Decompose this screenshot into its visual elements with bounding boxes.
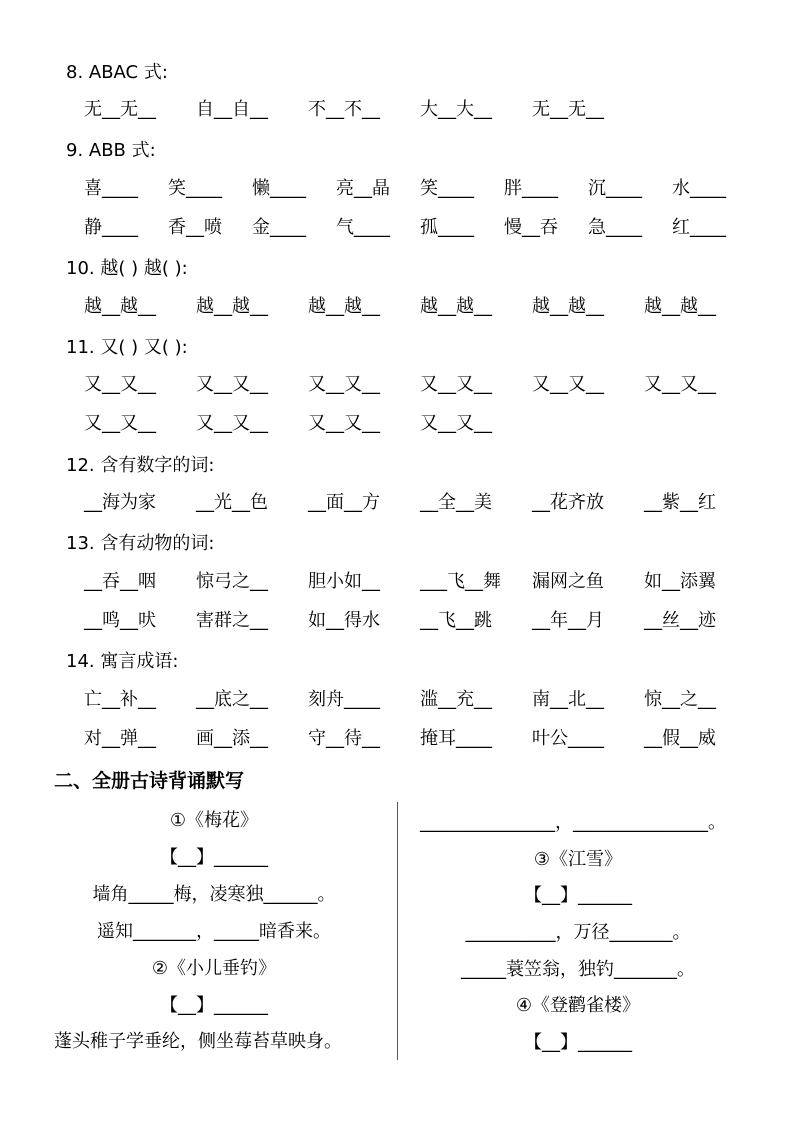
fill-in-item: 惊__之__ <box>644 689 716 710</box>
fill-in-item: 如__添翼 <box>644 571 716 592</box>
poem-author-blank: 【__】______ <box>160 995 268 1016</box>
fill-in-item: 红____ <box>672 217 726 238</box>
fill-in-item: 沉____ <box>588 178 642 199</box>
fill-in-item: __假__威 <box>644 728 716 749</box>
word-row <box>0 685 794 715</box>
fill-in-item: __丝__迹 <box>644 610 716 631</box>
fill-in-item: 又__又__ <box>644 374 716 395</box>
fill-in-item: 金____ <box>252 217 306 238</box>
fill-in-item: 越__越__ <box>420 296 492 317</box>
poem-line: 墙角_____梅，凌寒独______。 <box>92 884 336 905</box>
fill-in-item: 慢__吞 <box>504 217 558 238</box>
fill-in-item: 无__无__ <box>84 99 156 120</box>
fill-in-item: 香__喷 <box>168 217 222 238</box>
fill-in-item: 胆小如__ <box>308 571 380 592</box>
poem-title: ①《梅花》 <box>169 810 259 831</box>
fill-in-item: 又__又__ <box>308 374 380 395</box>
fill-in-item: 滥__充__ <box>420 689 492 710</box>
fill-in-item: 急____ <box>588 217 642 238</box>
poem-line: __________，万径_______。 <box>465 922 691 943</box>
fill-in-item: 喜____ <box>84 178 138 199</box>
fill-in-item: 南__北__ <box>532 689 604 710</box>
word-row <box>0 213 794 243</box>
fill-in-item: 越__越__ <box>308 296 380 317</box>
fill-in-item: 水____ <box>672 178 726 199</box>
fill-in-item: 静____ <box>84 217 138 238</box>
heading-animals: 13. 含有动物的词: <box>66 533 215 554</box>
fill-in-item: 惊弓之__ <box>196 571 268 592</box>
fill-in-item: 孤____ <box>420 217 474 238</box>
poem-title: ②《小儿垂钓》 <box>151 958 277 979</box>
fill-in-item: 如__得水 <box>308 610 380 631</box>
fill-in-item: 不__不__ <box>308 99 380 120</box>
fill-in-item: 越__越__ <box>644 296 716 317</box>
poem-author-blank: 【__】______ <box>524 1032 632 1053</box>
word-row <box>0 606 794 636</box>
fill-in-item: __吞__咽 <box>84 571 156 592</box>
heading-numbers: 12. 含有数字的词: <box>66 455 215 476</box>
poem-line: 蓬头稚子学垂纶，侧坐莓苔草映身。 <box>54 1031 342 1052</box>
fill-in-item: 又__又__ <box>196 413 268 434</box>
heading-abac: 8. ABAC 式: <box>66 62 168 83</box>
fill-in-item: __海为家 <box>84 492 156 513</box>
heading-fables: 14. 寓言成语: <box>66 651 179 672</box>
poem-author-blank: 【__】______ <box>160 847 268 868</box>
fill-in-item: __年__月 <box>532 610 604 631</box>
section-title: 二、全册古诗背诵默写 <box>54 770 245 792</box>
word-row <box>0 567 794 597</box>
fill-in-item: __花齐放 <box>532 492 604 513</box>
fill-in-item: 又__又__ <box>308 413 380 434</box>
fill-in-item: 对__弹__ <box>84 728 156 749</box>
fill-in-item: 亡__补__ <box>84 689 156 710</box>
fill-in-item: __飞__跳 <box>420 610 492 631</box>
heading-abb: 9. ABB 式: <box>66 140 156 161</box>
fill-in-item: 自__自__ <box>196 99 268 120</box>
fill-in-item: ___飞__舞 <box>420 571 501 592</box>
fill-in-item: 叶公____ <box>532 728 604 749</box>
fill-in-item: __光__色 <box>196 492 268 513</box>
fill-in-item: 又__又__ <box>196 374 268 395</box>
word-row <box>0 488 794 518</box>
fill-in-item: 又__又__ <box>532 374 604 395</box>
word-row <box>0 724 794 754</box>
fill-in-item: __紫__红 <box>644 492 716 513</box>
fill-in-item: __面__方 <box>308 492 380 513</box>
word-row <box>0 95 794 125</box>
poem-line: 遥知_______，_____暗香来。 <box>97 921 331 942</box>
fill-in-item: 越__越__ <box>532 296 604 317</box>
fill-in-item: 又__又__ <box>420 413 492 434</box>
word-row <box>0 370 794 400</box>
poem-line: _______________，_______________。 <box>420 812 726 833</box>
fill-in-item: 笑____ <box>420 178 474 199</box>
fill-in-item: __底之__ <box>196 689 268 710</box>
fill-in-item: __鸣__吠 <box>84 610 156 631</box>
fill-in-item: 又__又__ <box>84 413 156 434</box>
fill-in-item: 无__无__ <box>532 99 604 120</box>
word-row <box>0 174 794 204</box>
poem-title: ④《登鹳雀楼》 <box>515 995 641 1016</box>
fill-in-item: 掩耳____ <box>420 728 492 749</box>
fill-in-item: 守__待__ <box>308 728 380 749</box>
fill-in-item: 越__越__ <box>84 296 156 317</box>
fill-in-item: 越__越__ <box>196 296 268 317</box>
fill-in-item: 懒____ <box>252 178 306 199</box>
poem-line: _____蓑笠翁，独钓_______。 <box>461 959 695 980</box>
heading-yue: 10. 越( ) 越( ): <box>66 258 188 279</box>
fill-in-item: 画__添__ <box>196 728 268 749</box>
fill-in-item: 胖____ <box>504 178 558 199</box>
poem-author-blank: 【__】______ <box>524 885 632 906</box>
fill-in-item: 大__大__ <box>420 99 492 120</box>
column-divider <box>397 802 398 1060</box>
word-row <box>0 409 794 439</box>
fill-in-item: 笑____ <box>168 178 222 199</box>
fill-in-item: 又__又__ <box>420 374 492 395</box>
fill-in-item: 刻舟____ <box>308 689 380 710</box>
fill-in-item: 害群之__ <box>196 610 268 631</box>
poem-title: ③《江雪》 <box>533 849 623 870</box>
fill-in-item: 漏网之鱼 <box>532 571 604 592</box>
fill-in-item: __全__美 <box>420 492 492 513</box>
heading-you: 11. 又( ) 又( ): <box>66 337 188 358</box>
fill-in-item: 又__又__ <box>84 374 156 395</box>
fill-in-item: 亮__晶 <box>336 178 390 199</box>
word-row <box>0 292 794 322</box>
fill-in-item: 气____ <box>336 217 390 238</box>
